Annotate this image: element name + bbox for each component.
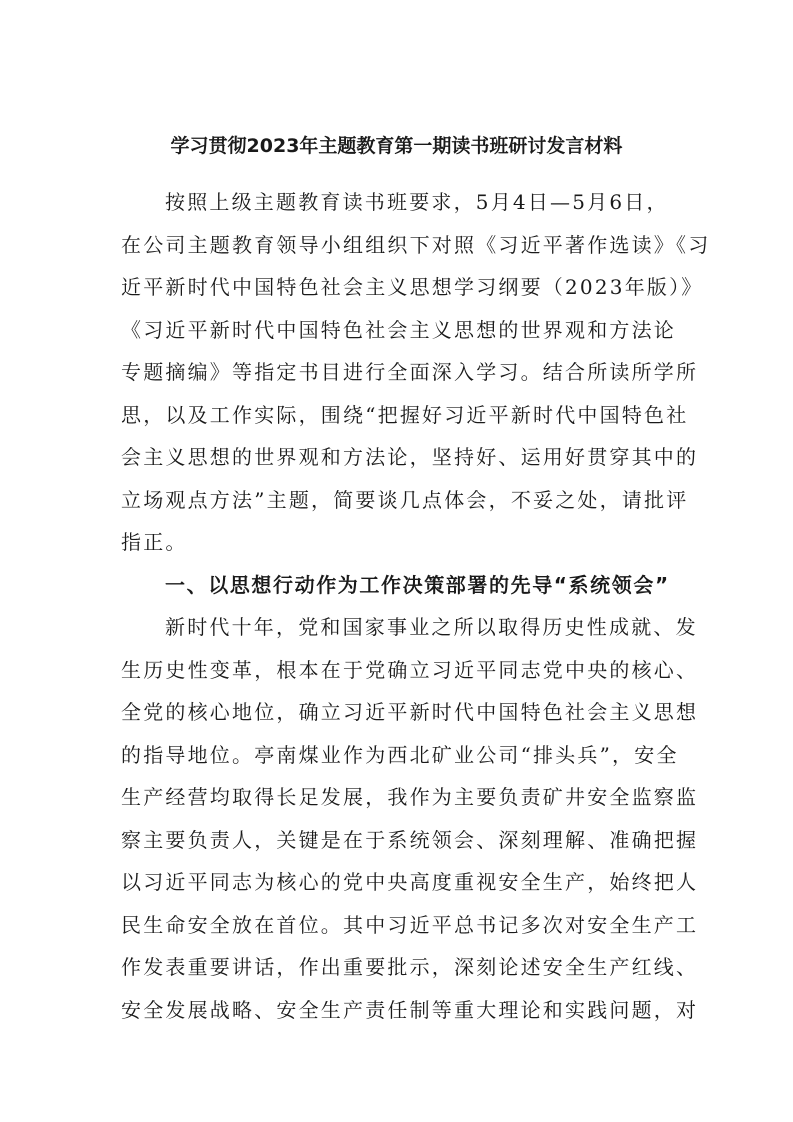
paragraph-line: 会主义思想的世界观和方法论，坚持好、运用好贯穿其中的 (121, 445, 699, 469)
paragraph-line: 指正。 (121, 530, 188, 554)
paragraph-line: 生产经营均取得长足发展，我作为主要负责矿井安全监察监 (121, 785, 699, 809)
paragraph-line: 的指导地位。亭南煤业作为西北矿业公司“排头兵”，安全 (121, 743, 679, 767)
section-heading: 一、以思想行动作为工作决策部署的先导“系统领会” (165, 573, 670, 597)
paragraph-line: 思，以及工作实际，围绕“把握好习近平新时代中国特色社 (121, 403, 689, 427)
paragraph-line: 近平新时代中国特色社会主义思想学习纲要（2023年版）》 (121, 275, 704, 299)
paragraph-line: 按照上级主题教育读书班要求，5月4日—5月6日， (165, 190, 669, 214)
paragraph-line: 作发表重要讲话，作出重要批示，深刻论述安全生产红线、 (121, 955, 699, 979)
paragraph-line: 新时代十年，党和国家事业之所以取得历史性成就、发 (165, 615, 698, 639)
paragraph-line: 专题摘编》等指定书目进行全面深入学习。结合所读所学所 (121, 360, 699, 384)
paragraph-line: 安全发展战略、安全生产责任制等重大理论和实践问题，对 (121, 998, 699, 1022)
paragraph-line: 以习近平同志为核心的党中央高度重视安全生产，始终把人 (121, 870, 699, 894)
paragraph-line: 察主要负责人，关键是在于系统领会、深刻理解、准确把握 (121, 828, 699, 852)
paragraph-line: 《习近平新时代中国特色社会主义思想的世界观和方法论 (121, 318, 676, 342)
paragraph-line: 立场观点方法”主题，简要谈几点体会，不妥之处，请批评 (121, 488, 689, 512)
paragraph-line: 民生命安全放在首位。其中习近平总书记多次对安全生产工 (121, 913, 699, 937)
paragraph-line: 全党的核心地位，确立习近平新时代中国特色社会主义思想 (121, 700, 699, 724)
paragraph-line: 生历史性变革，根本在于党确立习近平同志党中央的核心、 (121, 658, 699, 682)
paragraph-line: 在公司主题教育领导小组组织下对照《习近平著作选读》《习 (121, 233, 711, 257)
document-title: 学习贯彻2023年主题教育第一期读书班研讨发言材料 (170, 135, 623, 157)
